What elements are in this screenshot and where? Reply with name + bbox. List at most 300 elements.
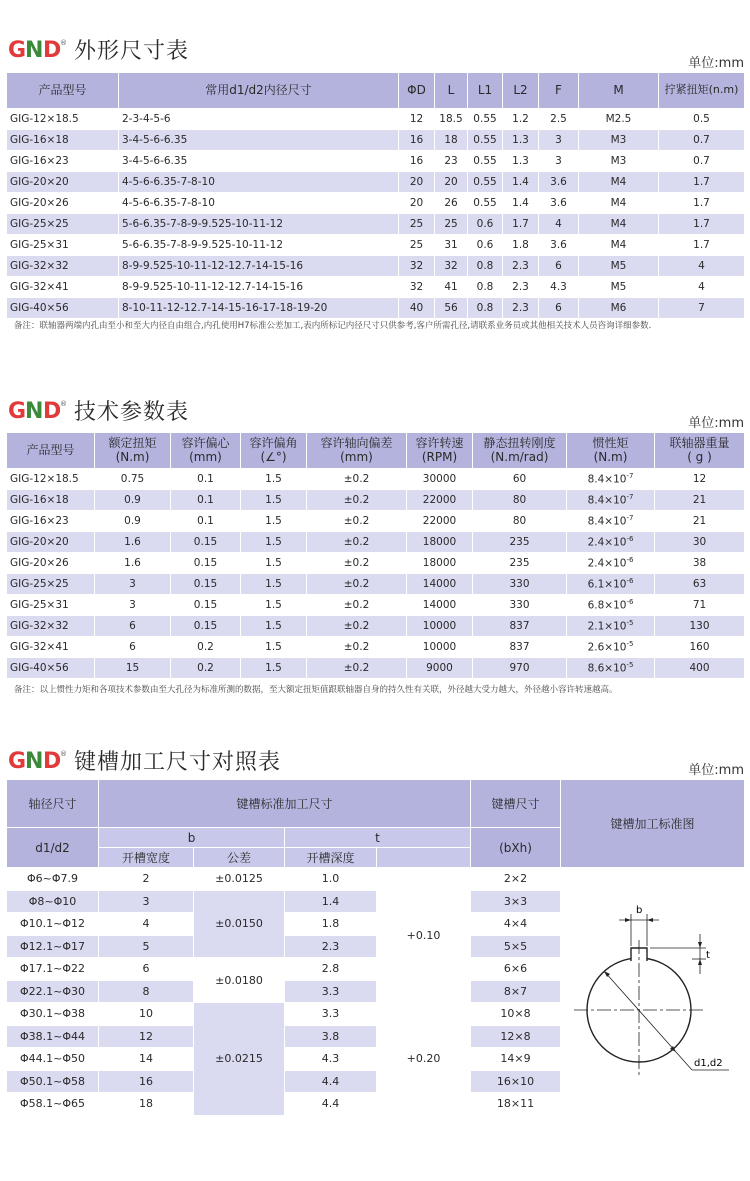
table-cell: 38	[655, 553, 745, 574]
table-cell: 8-9-9.525-10-11-12-12.7-14-15-16	[119, 277, 399, 298]
slot-depth-cell: 1.8	[285, 913, 377, 936]
inertia-exponent: -7	[626, 472, 634, 481]
technical-header-row	[7, 433, 745, 469]
header-cell: L	[435, 73, 468, 109]
table-row	[7, 256, 745, 277]
shaft-range-cell: Φ6~Φ7.9	[7, 868, 99, 891]
slot-depth-cell: 1.4	[285, 890, 377, 913]
table-cell: 7	[659, 298, 745, 319]
shaft-range-cell: Φ10.1~Φ12	[7, 913, 99, 936]
table-row	[7, 151, 745, 172]
shaft-range-cell: Φ38.1~Φ44	[7, 1025, 99, 1048]
table-cell: 14000	[407, 595, 473, 616]
table-cell: 0.9	[95, 511, 171, 532]
inertia-mantissa: 8.4×10	[587, 473, 627, 486]
table-cell: GIG-20×26	[7, 193, 119, 214]
table-row	[7, 469, 745, 490]
slot-depth-cell: 4.3	[285, 1048, 377, 1071]
table-cell: 235	[473, 532, 567, 553]
key-size-cell: 6×6	[471, 958, 561, 981]
section2-unit: 单位:mm	[688, 416, 744, 431]
svg-text:G: G	[8, 38, 27, 63]
section1-unit: 单位:mm	[688, 56, 744, 71]
table-cell: 63	[655, 574, 745, 595]
inertia-mantissa: 8.4×10	[587, 494, 627, 507]
table-cell: 0.8	[468, 277, 503, 298]
table-cell: 2-3-4-5-6	[119, 109, 399, 130]
shaft-range-cell: Φ50.1~Φ58	[7, 1070, 99, 1093]
table-cell: GIG-32×41	[7, 637, 95, 658]
inertia-cell	[567, 658, 655, 679]
table-cell: GIG-25×31	[7, 595, 95, 616]
table-cell: ±0.2	[307, 511, 407, 532]
inertia-cell	[567, 574, 655, 595]
table-cell: 1.5	[241, 574, 307, 595]
table-cell: GIG-20×20	[7, 172, 119, 193]
table-cell: M4	[579, 193, 659, 214]
header-cell: ΦD	[399, 73, 435, 109]
header-unit: (N.m)	[593, 449, 628, 464]
table-cell: 1.7	[659, 235, 745, 256]
gnd-logo-icon	[8, 396, 66, 424]
table-cell: 0.55	[468, 109, 503, 130]
table-cell: 330	[473, 574, 567, 595]
key-size-cell: 8×7	[471, 980, 561, 1003]
table-row	[7, 574, 745, 595]
inertia-exponent: -6	[626, 556, 634, 565]
table-cell: 1.5	[241, 637, 307, 658]
table-cell: 837	[473, 616, 567, 637]
table-cell: 1.7	[659, 214, 745, 235]
table-cell: 15	[95, 658, 171, 679]
table-row	[7, 277, 745, 298]
table-cell: GIG-32×32	[7, 616, 95, 637]
svg-text:G: G	[8, 749, 27, 774]
table-cell: 1.5	[241, 658, 307, 679]
header-cell	[7, 433, 95, 469]
table-cell: M6	[579, 298, 659, 319]
table-cell: 0.15	[171, 553, 241, 574]
inertia-exponent: -7	[626, 514, 634, 523]
slot-width-cell: 6	[99, 958, 194, 981]
inertia-mantissa: 6.8×10	[587, 599, 627, 612]
table-cell: GIG-20×26	[7, 553, 95, 574]
table-cell: 0.1	[171, 490, 241, 511]
table-cell: M5	[579, 277, 659, 298]
table-cell: 0.7	[659, 130, 745, 151]
slot-depth-cell: 3.8	[285, 1025, 377, 1048]
table-row	[7, 109, 745, 130]
section1-heading	[8, 32, 189, 66]
depth-tolerance-cell: +0.20	[377, 1003, 471, 1116]
key-size-cell: 2×2	[471, 868, 561, 891]
table-cell: 6	[95, 616, 171, 637]
header-diagram: 键槽加工标准图	[561, 780, 745, 868]
table-cell: 4-5-6-6.35-7-8-10	[119, 172, 399, 193]
table-cell: 330	[473, 595, 567, 616]
table-cell: 1.8	[503, 235, 539, 256]
table-cell: 1.6	[95, 553, 171, 574]
depth-tolerance-cell: +0.10	[377, 868, 471, 1003]
header-unit: (RPM)	[421, 449, 458, 464]
header-label: 惯性矩	[592, 435, 629, 450]
table-cell: 3-4-5-6-6.35	[119, 151, 399, 172]
inertia-cell	[567, 511, 655, 532]
table-cell: 0.55	[468, 151, 503, 172]
table-cell: GIG-40×56	[7, 658, 95, 679]
table-cell: 0.15	[171, 532, 241, 553]
header-label: 产品型号	[26, 442, 75, 457]
table-cell: M3	[579, 130, 659, 151]
table-cell: 160	[655, 637, 745, 658]
table-cell: 3.6	[539, 193, 579, 214]
table-cell: 0.2	[171, 658, 241, 679]
slot-width-cell: 18	[99, 1093, 194, 1116]
inertia-exponent: -7	[626, 493, 634, 502]
table-cell: 0.15	[171, 616, 241, 637]
table-cell: 5-6-6.35-7-8-9-9.525-10-11-12	[119, 214, 399, 235]
svg-text:N: N	[25, 38, 44, 63]
slot-depth-cell: 4.4	[285, 1070, 377, 1093]
keyway-diagram	[561, 868, 745, 1116]
header-cell	[473, 433, 567, 469]
table-cell: 0.2	[171, 637, 241, 658]
table-cell: 1.2	[503, 109, 539, 130]
tolerance-cell: ±0.0180	[194, 958, 285, 1003]
shaft-range-cell: Φ12.1~Φ17	[7, 935, 99, 958]
slot-width-cell: 12	[99, 1025, 194, 1048]
inertia-exponent: -5	[626, 640, 634, 649]
table-cell: ±0.2	[307, 658, 407, 679]
table-cell: 1.5	[241, 469, 307, 490]
table-cell: 21	[655, 490, 745, 511]
table-cell: 3	[95, 574, 171, 595]
header-unit: (mm)	[340, 449, 373, 464]
table-cell: GIG-12×18.5	[7, 109, 119, 130]
header-cell	[307, 433, 407, 469]
table-cell: 40	[399, 298, 435, 319]
table-cell: 970	[473, 658, 567, 679]
table-cell: 32	[435, 256, 468, 277]
table-cell: ±0.2	[307, 574, 407, 595]
table-cell: 10000	[407, 616, 473, 637]
table-cell: 32	[399, 256, 435, 277]
section3-title: 键槽加工尺寸对照表	[74, 749, 282, 775]
key-size-cell: 4×4	[471, 913, 561, 936]
table-cell: 0.15	[171, 574, 241, 595]
table-cell: 20	[435, 172, 468, 193]
table-cell: 0.5	[659, 109, 745, 130]
header-label: 额定扭矩	[108, 435, 157, 450]
inertia-mantissa: 2.4×10	[587, 557, 627, 570]
table-row	[7, 658, 745, 679]
table-row	[7, 595, 745, 616]
key-size-cell: 5×5	[471, 935, 561, 958]
table-cell: ±0.2	[307, 532, 407, 553]
table-row	[7, 532, 745, 553]
key-size-cell: 14×9	[471, 1048, 561, 1071]
header-depth-tol	[377, 848, 471, 868]
svg-text:G: G	[8, 399, 27, 424]
table-cell: ±0.2	[307, 469, 407, 490]
table-row	[7, 511, 745, 532]
header-cell: L1	[468, 73, 503, 109]
shaft-range-cell: Φ30.1~Φ38	[7, 1003, 99, 1026]
header-label: 静态扭转刚度	[483, 435, 556, 450]
header-unit: ( g )	[687, 449, 712, 464]
technical-params-table	[6, 432, 745, 679]
header-cell	[95, 433, 171, 469]
table-cell: M3	[579, 151, 659, 172]
header-key: 键槽尺寸	[471, 780, 561, 828]
table-row	[7, 235, 745, 256]
table-cell: 4	[539, 214, 579, 235]
header-cell: F	[539, 73, 579, 109]
section2-note: 备注：以上惯性力矩和各项技术参数由至大孔径为标准所测的数据，至大额定扭矩值跟联轴器自身的持久性有关联，外径越大受力越大，外径越小容许转速越高。	[14, 685, 618, 695]
header-cell: L2	[503, 73, 539, 109]
table-cell: 0.6	[468, 214, 503, 235]
table-cell: M5	[579, 256, 659, 277]
table-cell: 6	[539, 256, 579, 277]
inertia-mantissa: 2.6×10	[587, 641, 627, 654]
table-cell: 14000	[407, 574, 473, 595]
header-cell: 拧紧扭矩(n.m)	[659, 73, 745, 109]
key-size-cell: 12×8	[471, 1025, 561, 1048]
table-cell: 130	[655, 616, 745, 637]
section3-unit: 单位:mm	[688, 763, 744, 778]
table-cell: 25	[435, 214, 468, 235]
table-cell: GIG-16×23	[7, 511, 95, 532]
inertia-cell	[567, 637, 655, 658]
header-depth: 开槽深度	[285, 848, 377, 868]
table-cell: GIG-25×25	[7, 214, 119, 235]
table-cell: 2.5	[539, 109, 579, 130]
diagram-label-d: d1,d2	[694, 1057, 723, 1069]
table-cell: M2.5	[579, 109, 659, 130]
inertia-cell	[567, 595, 655, 616]
table-cell: 8-10-11-12-12.7-14-15-16-17-18-19-20	[119, 298, 399, 319]
table-cell: 1.7	[659, 172, 745, 193]
table-cell: 1.3	[503, 130, 539, 151]
inertia-mantissa: 8.6×10	[587, 662, 627, 675]
svg-text:D: D	[43, 749, 62, 774]
table-cell: 4-5-6-6.35-7-8-10	[119, 193, 399, 214]
inertia-exponent: -6	[626, 535, 634, 544]
inertia-cell	[567, 553, 655, 574]
table-cell: 56	[435, 298, 468, 319]
key-size-cell: 18×11	[471, 1093, 561, 1116]
svg-text:D: D	[43, 38, 62, 63]
table-cell: 10000	[407, 637, 473, 658]
table-cell: 1.3	[503, 151, 539, 172]
header-label: 容许转速	[415, 435, 464, 450]
table-row	[7, 868, 745, 891]
table-cell: 21	[655, 511, 745, 532]
table-cell: 12	[655, 469, 745, 490]
table-cell: 0.15	[171, 595, 241, 616]
table-cell: 4.3	[539, 277, 579, 298]
table-cell: 30000	[407, 469, 473, 490]
table-row	[7, 130, 745, 151]
table-cell: 400	[655, 658, 745, 679]
slot-width-cell: 4	[99, 913, 194, 936]
table-cell: 8-9-9.525-10-11-12-12.7-14-15-16	[119, 256, 399, 277]
slot-depth-cell: 2.8	[285, 958, 377, 981]
svg-text:®: ®	[60, 400, 67, 408]
slot-width-cell: 5	[99, 935, 194, 958]
header-width: 开槽宽度	[99, 848, 194, 868]
keyway-table	[6, 779, 745, 1116]
header-cell	[241, 433, 307, 469]
tolerance-cell: ±0.0150	[194, 890, 285, 958]
table-cell: GIG-32×32	[7, 256, 119, 277]
table-cell: 5-6-6.35-7-8-9-9.525-10-11-12	[119, 235, 399, 256]
key-size-cell: 16×10	[471, 1070, 561, 1093]
table-cell: 26	[435, 193, 468, 214]
table-cell: 18000	[407, 532, 473, 553]
table-cell: 0.8	[468, 298, 503, 319]
inertia-cell	[567, 469, 655, 490]
dimensions-table	[6, 72, 745, 319]
table-cell: 1.6	[95, 532, 171, 553]
table-cell: 1.7	[659, 193, 745, 214]
table-cell: 0.75	[95, 469, 171, 490]
table-cell: 18.5	[435, 109, 468, 130]
table-cell: GIG-25×31	[7, 235, 119, 256]
table-cell: 32	[399, 277, 435, 298]
shaft-range-cell: Φ8~Φ10	[7, 890, 99, 913]
table-cell: 3-4-5-6-6.35	[119, 130, 399, 151]
table-cell: GIG-25×25	[7, 574, 95, 595]
inertia-cell	[567, 490, 655, 511]
table-cell: 20	[399, 172, 435, 193]
table-cell: 25	[399, 214, 435, 235]
header-t: t	[285, 828, 471, 848]
table-cell: 6	[95, 637, 171, 658]
table-cell: 80	[473, 490, 567, 511]
table-cell: 9000	[407, 658, 473, 679]
header-label: 容许偏心	[181, 435, 230, 450]
section3-heading	[8, 743, 281, 777]
table-cell: 0.7	[659, 151, 745, 172]
table-cell: 4	[659, 277, 745, 298]
svg-text:D: D	[43, 399, 62, 424]
table-row	[7, 637, 745, 658]
table-cell: 22000	[407, 490, 473, 511]
section1-note: 备注：联轴器两端内孔由至小和至大内径自由组合,内孔使用H7标准公差加工,表内所标记内径尺寸只供参考,客户所需孔径,请联系业务员或其他相关技术人员咨询详细参数.	[14, 321, 652, 331]
table-cell: 0.6	[468, 235, 503, 256]
gnd-logo-icon	[8, 746, 66, 774]
section1-title: 外形尺寸表	[74, 38, 190, 64]
keyway-drawing	[564, 870, 744, 1110]
table-cell: 3	[539, 151, 579, 172]
header-cell	[171, 433, 241, 469]
inertia-mantissa: 2.1×10	[587, 620, 627, 633]
table-row	[7, 172, 745, 193]
table-cell: 1.4	[503, 172, 539, 193]
header-cell	[407, 433, 473, 469]
header-standard: 键槽标准加工尺寸	[99, 780, 471, 828]
table-cell: 1.5	[241, 553, 307, 574]
header-cell: 产品型号	[7, 73, 119, 109]
key-size-cell: 10×8	[471, 1003, 561, 1026]
table-cell: 16	[399, 151, 435, 172]
key-size-cell: 3×3	[471, 890, 561, 913]
header-unit: (∠°)	[260, 449, 287, 464]
header-tolerance: 公差	[194, 848, 285, 868]
header-shaft: 轴径尺寸	[7, 780, 99, 828]
table-cell: 20	[399, 193, 435, 214]
table-cell: ±0.2	[307, 490, 407, 511]
table-cell: 6	[539, 298, 579, 319]
inertia-cell	[567, 532, 655, 553]
diagram-label-t: t	[706, 949, 710, 961]
table-cell: 1.5	[241, 532, 307, 553]
table-cell: 235	[473, 553, 567, 574]
header-cell: M	[579, 73, 659, 109]
table-row	[7, 214, 745, 235]
shaft-range-cell: Φ17.1~Φ22	[7, 958, 99, 981]
table-cell: 2.3	[503, 298, 539, 319]
table-cell: 0.55	[468, 193, 503, 214]
svg-text:®: ®	[60, 39, 67, 47]
inertia-cell	[567, 616, 655, 637]
table-cell: 2.3	[503, 277, 539, 298]
table-cell: 25	[399, 235, 435, 256]
inertia-exponent: -5	[626, 619, 634, 628]
table-cell: 1.5	[241, 490, 307, 511]
table-cell: 16	[399, 130, 435, 151]
table-cell: 1.5	[241, 511, 307, 532]
header-cell	[655, 433, 745, 469]
tolerance-cell: ±0.0125	[194, 868, 285, 891]
svg-text:®: ®	[60, 750, 67, 758]
table-cell: 0.55	[468, 130, 503, 151]
header-key-sub: (bXh)	[471, 828, 561, 868]
dimensions-header-row	[7, 73, 745, 109]
table-cell: ±0.2	[307, 595, 407, 616]
slot-width-cell: 3	[99, 890, 194, 913]
table-cell: 18000	[407, 553, 473, 574]
table-cell: 1.4	[503, 193, 539, 214]
inertia-mantissa: 6.1×10	[587, 578, 627, 591]
slot-depth-cell: 4.4	[285, 1093, 377, 1116]
table-cell: 41	[435, 277, 468, 298]
table-cell: 1.5	[241, 616, 307, 637]
inertia-mantissa: 8.4×10	[587, 515, 627, 528]
table-row	[7, 553, 745, 574]
table-cell: 18	[435, 130, 468, 151]
table-cell: 0.8	[468, 256, 503, 277]
table-row	[7, 490, 745, 511]
svg-text:N: N	[25, 749, 44, 774]
table-cell: 0.1	[171, 511, 241, 532]
table-cell: 31	[435, 235, 468, 256]
table-cell: GIG-16×18	[7, 130, 119, 151]
slot-depth-cell: 3.3	[285, 980, 377, 1003]
table-cell: 4	[659, 256, 745, 277]
shaft-range-cell: Φ58.1~Φ65	[7, 1093, 99, 1116]
table-cell: 3.6	[539, 235, 579, 256]
inertia-exponent: -5	[626, 661, 634, 670]
table-cell: M4	[579, 235, 659, 256]
slot-depth-cell: 2.3	[285, 935, 377, 958]
table-cell: 0.1	[171, 469, 241, 490]
table-cell: 837	[473, 637, 567, 658]
table-row	[7, 616, 745, 637]
table-cell: ±0.2	[307, 553, 407, 574]
table-cell: 3.6	[539, 172, 579, 193]
